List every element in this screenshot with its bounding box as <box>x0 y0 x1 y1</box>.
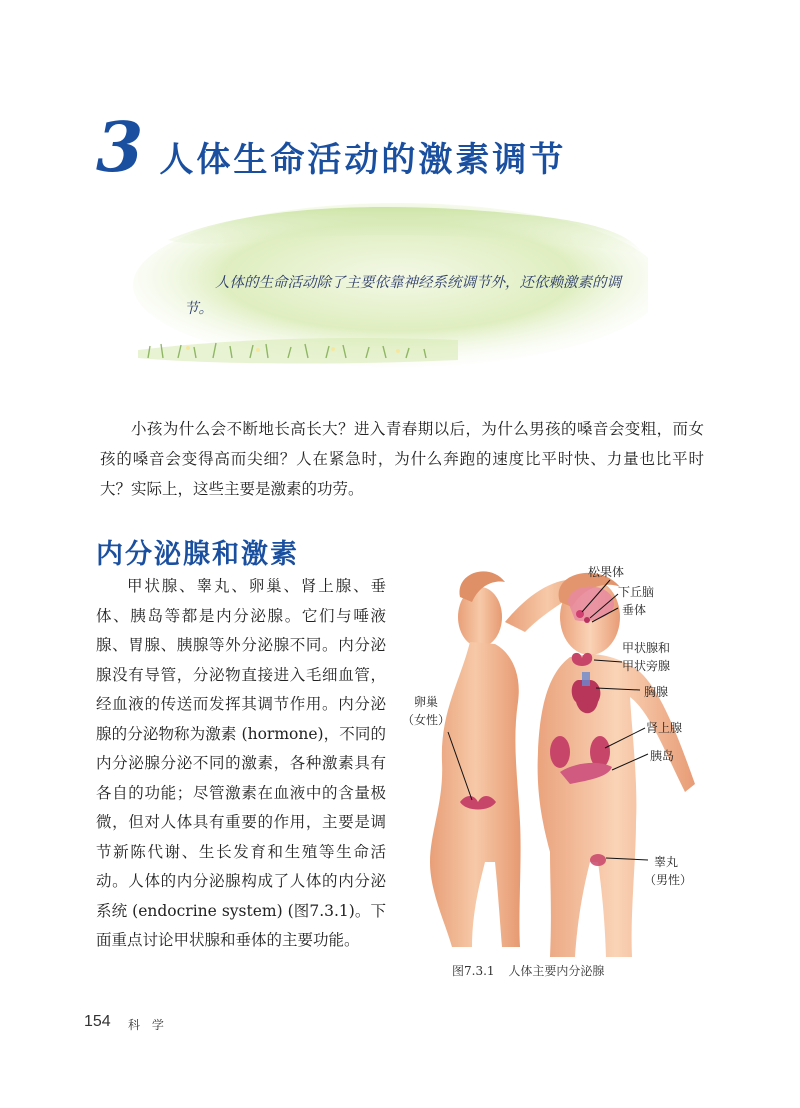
intro-text: 人体的生命活动除了主要依靠神经系统调节外，还依赖激素的调节。 <box>184 275 621 317</box>
label-testis-note: （男性） <box>644 873 693 887</box>
label-testis: 睾丸 <box>654 855 679 869</box>
label-pancreatic-islets: 胰岛 <box>650 749 675 763</box>
chapter-number: 3 <box>96 108 144 188</box>
label-ovary: 卵巢 <box>414 695 439 709</box>
label-ovary-note: （女性） <box>402 713 451 727</box>
page-number: 154 <box>84 1013 111 1030</box>
label-thymus: 胸腺 <box>644 685 669 699</box>
chapter-title: 人体生命活动的激素调节 <box>159 140 567 180</box>
label-pituitary: 垂体 <box>622 603 647 617</box>
section-title: 内分泌腺和激素 <box>96 539 299 570</box>
section-body: 甲状腺、睾丸、卵巢、肾上腺、垂体、胰岛等都是内分泌腺。它们与唾液腺、胃腺、胰腺等外分泌腺不同。内分泌腺没有导管，分泌物直接进入毛细血管，经血液的传送而发挥其调节作用。内分泌腺的分泌物称为激素 (hormone)，不同的内分泌腺分泌不同的激素，各种激素具有各自的功能；尽管激素在血液中的含量极微，但对人体具有重要的作用，主要是调节新陈代谢、生长发育和生殖等生命活动。人体的内分泌腺构成了人体的内分泌系统 (endocrine system) (图7.3.1)。下面重点讨论甲状腺和垂体的主要功能。 <box>96 577 386 949</box>
page-subject: 科 学 <box>128 1018 168 1032</box>
caption-number: 图7.3.1 <box>452 964 495 978</box>
opening-paragraph: 小孩为什么会不断地长高长大？进入青春期以后，为什么男孩的嗓音会变粗，而女孩的嗓音会变得高而尖细？人在紧急时，为什么奔跑的速度比平时快、力量也比平时大？实际上，这些主要是激素的功劳。 <box>100 420 704 498</box>
endocrine-figure <box>400 562 710 962</box>
label-thyroid-1: 甲状腺和 <box>622 641 671 655</box>
label-adrenal: 肾上腺 <box>646 721 683 735</box>
chapter-heading <box>96 108 566 188</box>
label-pineal: 松果体 <box>588 565 625 579</box>
caption-text: 人体主要内分泌腺 <box>508 964 605 978</box>
intro-box <box>128 200 648 375</box>
label-hypothalamus: 下丘脑 <box>618 585 655 599</box>
label-thyroid-2: 甲状旁腺 <box>622 659 671 673</box>
figure-caption <box>452 962 604 979</box>
